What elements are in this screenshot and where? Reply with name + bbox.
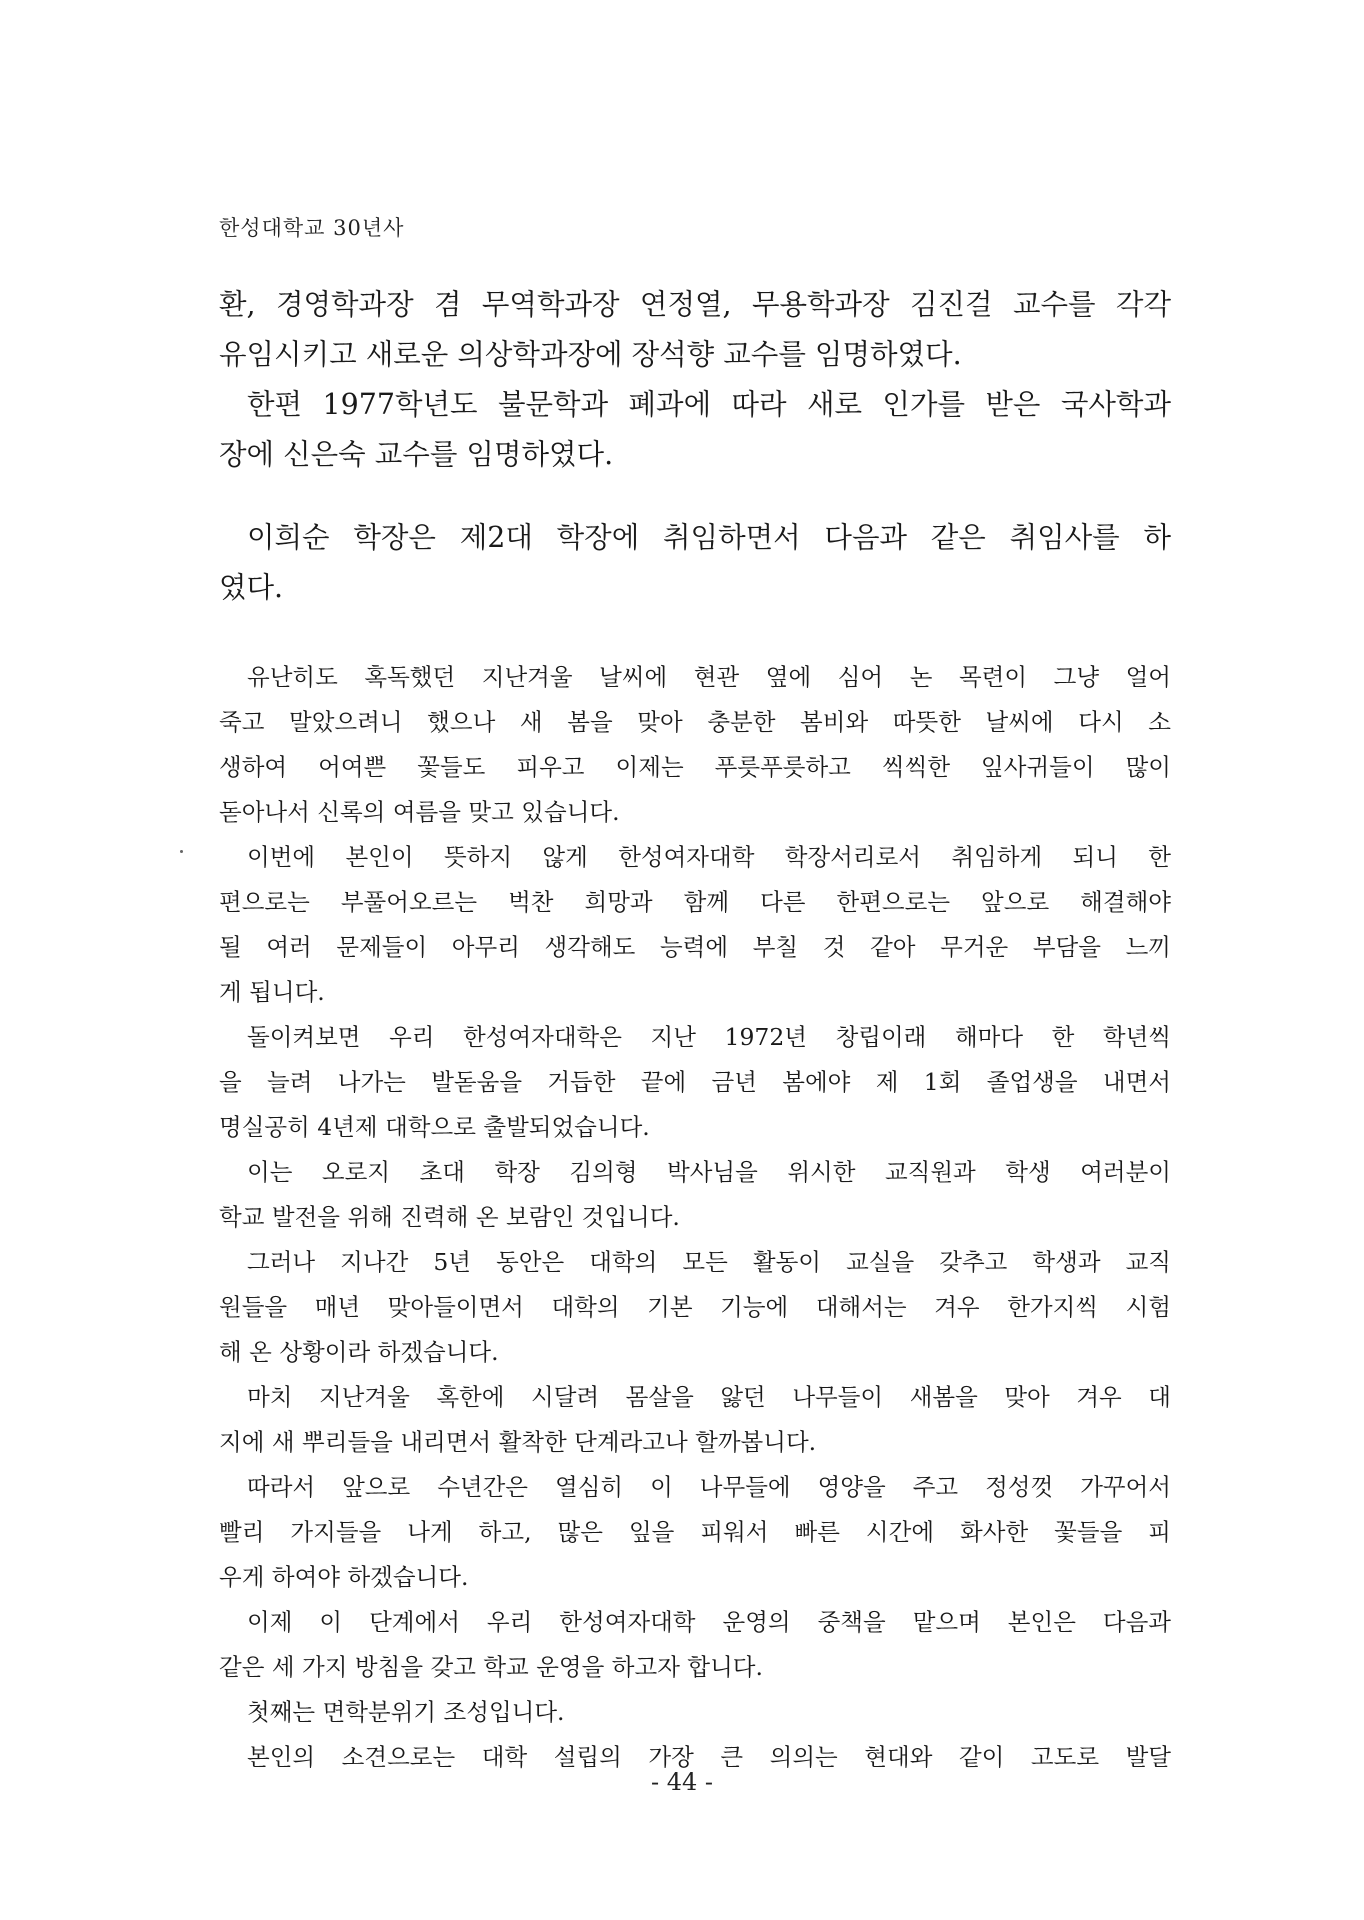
text-line: 원들을 매년 맞아들이면서 대학의 기본 기능에 대해서는 겨우 한가지씩 시험 (219, 1293, 1171, 1321)
text-line: 죽고 말았으려니 했으나 새 봄을 맞아 충분한 봄비와 따뜻한 날씨에 다시 소 (219, 708, 1171, 736)
speech-paragraph (219, 1015, 1171, 1150)
text-line: 따라서 앞으로 수년간은 열심히 이 나무들에 영양을 주고 정성껏 가꾸어서 (247, 1473, 1171, 1501)
paragraph-inauguration-intro (219, 513, 1171, 613)
text-line: 유임시키고 새로운 의상학과장에 장석향 교수를 임명하였다. (219, 338, 962, 371)
text-line: 장에 신은숙 교수를 임명하였다. (219, 438, 614, 471)
text-line: 우게 하여야 하겠습니다. (219, 1563, 469, 1591)
text-line: 될 여러 문제들이 아무리 생각해도 능력에 부칠 것 같아 무거운 부담을 느끼 (219, 933, 1171, 961)
inaugural-speech (219, 655, 1171, 1780)
text-line: 마치 지난겨울 혹한에 시달려 몸살을 앓던 나무들이 새봄을 맞아 겨우 대 (247, 1383, 1171, 1411)
speech-paragraph (219, 1465, 1171, 1600)
speech-paragraph (219, 835, 1171, 1015)
text-line: 명실공히 4년제 대학으로 출발되었습니다. (219, 1113, 650, 1141)
scan-speck (180, 850, 183, 853)
paragraph-department-heads (219, 280, 1171, 480)
page-number: - 44 - (650, 1768, 713, 1796)
text-line: 유난히도 혹독했던 지난겨울 날씨에 현관 옆에 심어 논 목련이 그냥 얼어 (247, 663, 1171, 691)
text-line: 돋아나서 신록의 여름을 맞고 있습니다. (219, 798, 620, 826)
speech-paragraph (219, 655, 1171, 835)
text-line: 였다. (219, 571, 284, 604)
text-line: 이제 이 단계에서 우리 한성여자대학 운영의 중책을 맡으며 본인은 다음과 (247, 1608, 1171, 1636)
running-header: 한성대학교 30년사 (219, 216, 405, 240)
text-line: 이는 오로지 초대 학장 김의형 박사님을 위시한 교직원과 학생 여러분이 (247, 1158, 1171, 1186)
text-line: 같은 세 가지 방침을 갖고 학교 운영을 하고자 합니다. (219, 1653, 763, 1681)
text-line: 게 됩니다. (219, 978, 325, 1006)
text-line: 돌이켜보면 우리 한성여자대학은 지난 1972년 창립이래 해마다 한 학년씩 (247, 1023, 1171, 1051)
text-line: 환, 경영학과장 겸 무역학과장 연정열, 무용학과장 김진걸 교수를 각각 (219, 288, 1171, 321)
text-line: 빨리 가지들을 나게 하고, 많은 잎을 피워서 빠른 시간에 화사한 꽃들을 피 (219, 1518, 1171, 1546)
text-line: 이번에 본인이 뜻하지 않게 한성여자대학 학장서리로서 취임하게 되니 한 (247, 843, 1171, 871)
speech-paragraph (219, 1600, 1171, 1690)
speech-paragraph (219, 1150, 1171, 1240)
text-line: 편으로는 부풀어오르는 벅찬 희망과 함께 다른 한편으로는 앞으로 해결해야 (219, 888, 1171, 916)
text-line: 이희순 학장은 제2대 학장에 취임하면서 다음과 같은 취임사를 하 (247, 521, 1171, 554)
text-line: 한편 1977학년도 불문학과 폐과에 따라 새로 인가를 받은 국사학과 (247, 388, 1171, 421)
text-line: 지에 새 뿌리들을 내리면서 활착한 단계라고나 할까봅니다. (219, 1428, 817, 1456)
text-line: 생하여 어여쁜 꽃들도 피우고 이제는 푸릇푸릇하고 씩씩한 잎사귀들이 많이 (219, 753, 1171, 781)
speech-paragraph (219, 1240, 1171, 1375)
text-line: 본인의 소견으로는 대학 설립의 가장 큰 의의는 현대와 같이 고도로 발달 (247, 1743, 1171, 1771)
text-line: 을 늘려 나가는 발돋움을 거듭한 끝에 금년 봄에야 제 1회 졸업생을 내면서 (219, 1068, 1171, 1096)
text-line: 해 온 상황이라 하겠습니다. (219, 1338, 499, 1366)
speech-paragraph (219, 1375, 1171, 1465)
text-line: 첫째는 면학분위기 조성입니다. (247, 1698, 565, 1726)
text-line: 그러나 지나간 5년 동안은 대학의 모든 활동이 교실을 갖추고 학생과 교직 (247, 1248, 1171, 1276)
speech-paragraph (219, 1690, 1171, 1735)
text-line: 학교 발전을 위해 진력해 온 보람인 것입니다. (219, 1203, 680, 1231)
